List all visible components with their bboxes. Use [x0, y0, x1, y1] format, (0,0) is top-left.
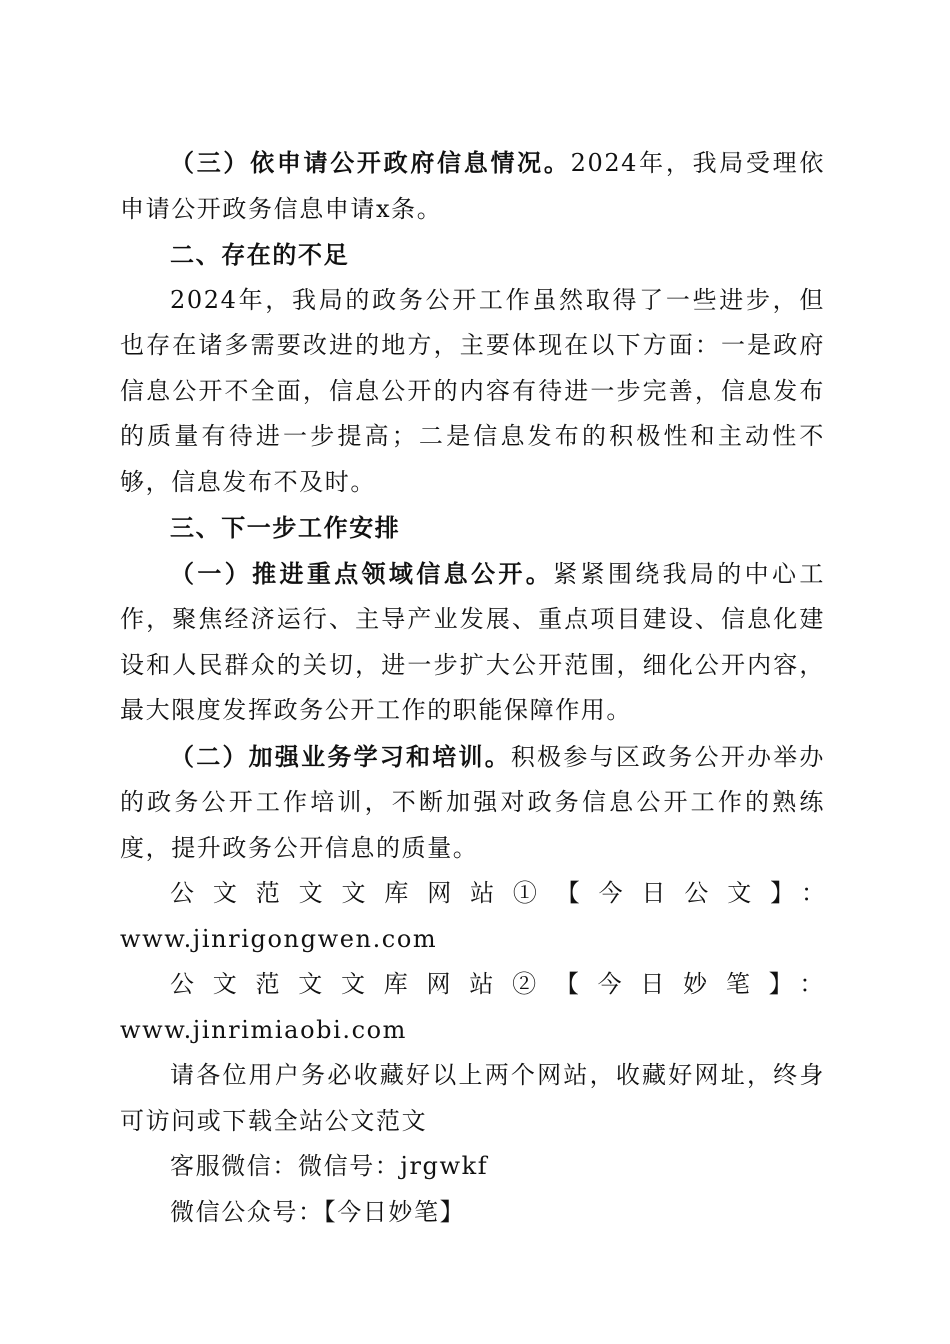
section3-text: 2024年，我局受理依申请公开政务信息申请x条。	[120, 149, 825, 223]
heading-next-steps: 三、下一步工作安排	[170, 513, 401, 542]
section3-application-paragraph	[120, 140, 825, 232]
section3-lead: （三）依申请公开政府信息情况。	[170, 148, 571, 177]
bookmark-notice: 请各位用户务必收藏好以上两个网站，收藏好网址，终身可访问或下载全站公文范文	[120, 1061, 825, 1135]
site2-line: 公文范文文库网站②【今日妙笔】：www.jinrimiaobi.com	[120, 970, 825, 1044]
wechat-official-line: 微信公众号：【今日妙笔】	[170, 1197, 466, 1226]
shortcomings-paragraph: 2024年，我局的政务公开工作虽然取得了一些进步，但也存在诸多需要改进的地方，主要体现在以下方面：一是政府信息公开不全面，信息公开的内容有待进一步完善，信息发布的质量有待进一步提高；二是信息发布的积极性和主动性不够，信息发布不及时。	[120, 285, 825, 496]
site1-url: www.jinrigongwen.com	[120, 924, 438, 953]
plan1-text: 紧紧围绕我局的中心工作，聚焦经济运行、主导产业发展、重点项目建设、信息化建设和人民群众的关切，进一步扩大公开范围，细化公开内容，最大限度发挥政务公开工作的职能保障作用。	[120, 559, 825, 724]
heading-shortcomings: 二、存在的不足	[170, 240, 350, 269]
plan2-text: 积极参与区政务公开办举办的政务公开工作培训，不断加强对政务信息公开工作的熟练度，提升政务公开信息的质量。	[120, 742, 825, 862]
document-body	[120, 140, 825, 1235]
site1-label-line: 公文范文文库网站①【今日公文】：	[170, 879, 825, 907]
plan2-lead: （二）加强业务学习和培训。	[170, 741, 511, 771]
plan1-lead: （一）推进重点领域信息公开。	[170, 558, 554, 588]
plan1-paragraph	[120, 551, 825, 734]
plan2-paragraph	[120, 734, 825, 872]
wechat-service-line: 客服微信：微信号：jrgwkf	[170, 1152, 489, 1180]
